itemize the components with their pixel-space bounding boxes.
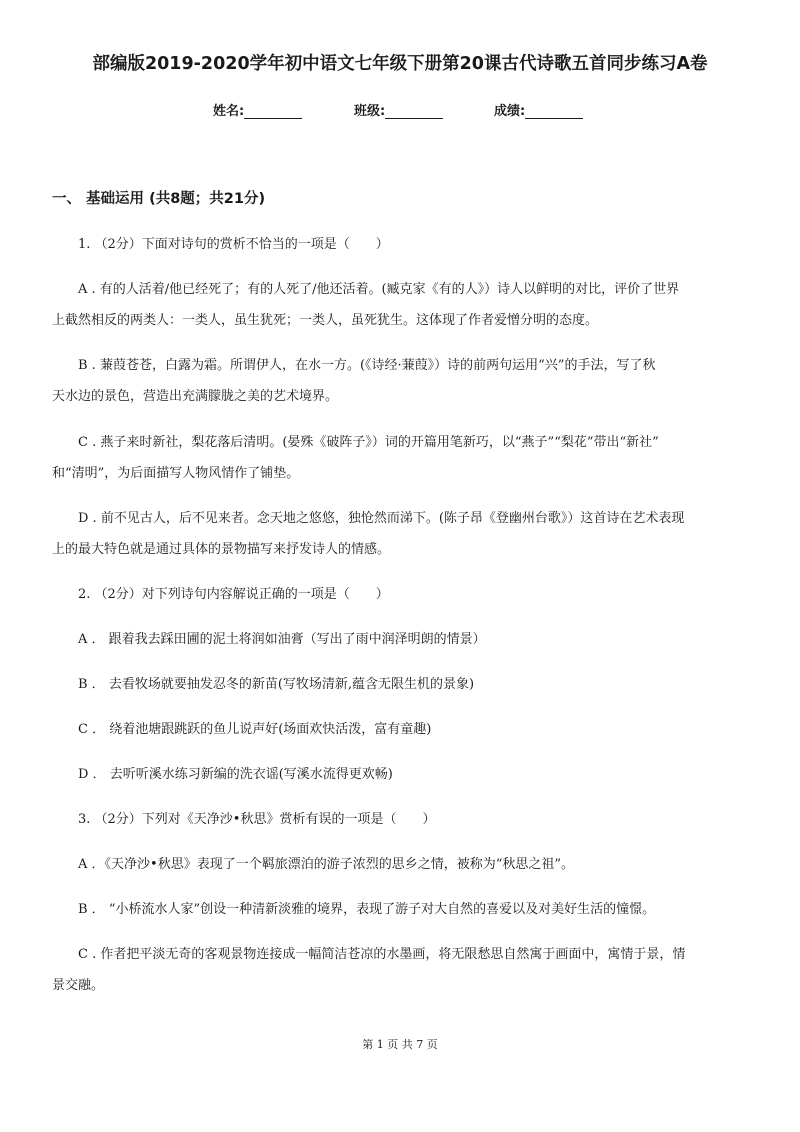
q2-option-a: A ． 跟着我去踩田圃的泥土将润如油膏（写出了雨中润泽明朗的情景） [78,632,486,647]
page-title: 部编版2019-2020学年初中语文七年级下册第20课古代诗歌五首同步练习A卷 [92,54,708,74]
score-field [494,100,583,119]
class-field [354,100,443,119]
q1-option-c-cont: 和“清明”，为后面描写人物风情作了铺垫。 [52,466,300,481]
score-blank [525,105,583,119]
q3-option-c-cont: 景交融。 [52,978,105,993]
class-blank [385,105,443,119]
q1-option-a: A . 有的人活着/他已经死了；有的人死了/他还活着。(臧克家《有的人》）诗人以鲜明的对比，评价了世界 [78,282,680,297]
q2-option-b: B ． 去看牧场就要抽发忍冬的新苗(写牧场清新,蕴含无限生机的景象) [78,677,475,692]
score-label: 成绩: [494,104,526,119]
section-heading: 一、 基础运用 (共8题；共21分) [52,191,266,207]
page-footer: 第 1 页 共 7 页 [362,1038,438,1051]
q1-option-a-cont: 上截然相反的两类人：一类人，虽生犹死；一类人，虽死犹生。这体现了作者爱憎分明的态度。 [52,313,599,328]
question-2: 2. （2分）对下列诗句内容解说正确的一项是（ ） [78,587,389,602]
q1-option-d-cont: 上的最大特色就是通过具体的景物描写来抒发诗人的情感。 [52,542,391,557]
q2-option-d: D ． 去听听溪水练习新编的洗衣谣(写溪水流得更欢畅) [78,767,393,782]
q2-option-c: C ． 绕着池塘跟跳跃的鱼儿说声好(场面欢快活泼，富有童趣) [78,722,432,737]
q1-option-d: D . 前不见古人，后不见来者。念天地之悠悠，独怆然而涕下。(陈子昂《登幽州台歌》）这首诗在艺术表现 [78,511,685,526]
class-label: 班级: [354,104,386,119]
q1-option-b-cont: 天水边的景色，营造出充满朦胧之美的艺术境界。 [52,389,339,404]
q3-option-a: A ．《天净沙•秋思》表现了一个羁旅漂泊的游子浓烈的思乡之情，被称为“秋思之祖”。 [78,857,574,872]
q1-option-b: B . 蒹葭苍苍，白露为霜。所谓伊人，在水一方。(《诗经·蒹葭》）诗的前两句运用“兴”的手法，写了秋 [78,358,656,373]
question-1: 1. （2分）下面对诗句的赏析不恰当的一项是（ ） [78,237,389,252]
q3-option-c: C . 作者把平淡无奇的客观景物连接成一幅简洁苍凉的水墨画，将无限愁思自然寓于画面中，寓情于景，情 [78,947,686,962]
q1-option-c: C . 燕子来时新社，梨花落后清明。(晏殊《破阵子》）词的开篇用笔新巧，以“燕子”“梨花”带出“新社” [78,435,659,450]
name-field [213,100,302,119]
name-blank [244,105,302,119]
question-3: 3. （2分）下列对《天净沙•秋思》赏析有误的一项是（ ） [78,812,436,827]
name-label: 姓名: [213,104,245,119]
q3-option-b: B ． “小桥流水人家”创设一种清新淡雅的境界，表现了游子对大自然的喜爱以及对美好生活的憧憬。 [78,902,656,917]
